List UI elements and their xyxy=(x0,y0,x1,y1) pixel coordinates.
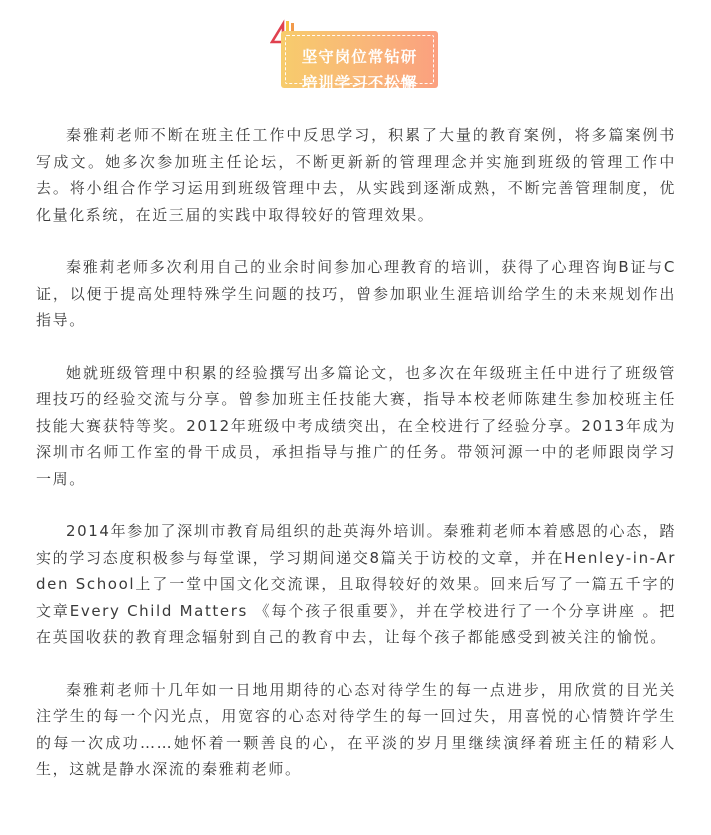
paragraph-closing: 秦雅莉老师十几年如一日地用期待的心态对待学生的每一点进步，用欣赏的目光关注学生的每一个闪光点，用宽容的心态对待学生的每一回过失，用喜悦的心情赞许学生的每一次成功……她怀着一颗善良的心，在平淡的岁月里继续演绎着班主任的精彩人生，这就是静水深流的秦雅莉老师。 xyxy=(36,680,676,778)
paragraph-uk-training: 2014年参加了深圳市教育局组织的赴英海外培训。秦雅莉老师本着感恩的心态，踏实的学习态度积极参与每堂课，学习期间递交8篇关于访校的文章，并在Henley-in-Arden School上了一堂中国文化交流课，且取得较好的效果。回来后写了一篇五千字的文章Every Child Matters 《每个孩子很重要》，并在学校进行了一个分享讲座 。把在英国收获的教育理念辐射到自己的教育中去，让每个孩子都能感受到被关注的愉悦。 xyxy=(36,522,676,646)
heading-banner xyxy=(281,31,438,92)
article-body xyxy=(36,122,676,809)
section-heading xyxy=(270,18,450,92)
paragraph-reflection: 秦雅莉老师不断在班主任工作中反思学习，积累了大量的教育案例，将多篇案例书写成文。她多次参加班主任论坛，不断更新新的管理理念并实施到班级的管理工作中去。将小组合作学习运用到班级管理中去，从实践到逐渐成熟，不断完善管理制度，优化量化系统，在近三届的实践中取得较好的管理效果。 xyxy=(36,126,676,224)
heading-line-1: 坚守岗位常钻研 xyxy=(301,48,418,66)
paragraph-experience-sharing: 她就班级管理中积累的经验撰写出多篇论文，也多次在年级班主任中进行了班级管理技巧的经验交流与分享。曾参加班主任技能大赛，指导本校老师陈建生参加校班主任技能大赛获特等奖。2012年班级中考成绩突出，在全校进行了经验分享。2013年成为深圳市名师工作室的骨干成员，承担指导与推广的任务。带领河源一中的老师跟岗学习一周。 xyxy=(36,363,676,488)
heading-line-2: 培训学习不松懈 xyxy=(301,74,418,92)
paragraph-psychology-training: 秦雅莉老师多次利用自己的业余时间参加心理教育的培训，获得了心理咨询B证与C证，以便于提高处理特殊学生问题的技巧，曾参加职业生涯培训给学生的未来规划作出指导。 xyxy=(36,258,676,329)
